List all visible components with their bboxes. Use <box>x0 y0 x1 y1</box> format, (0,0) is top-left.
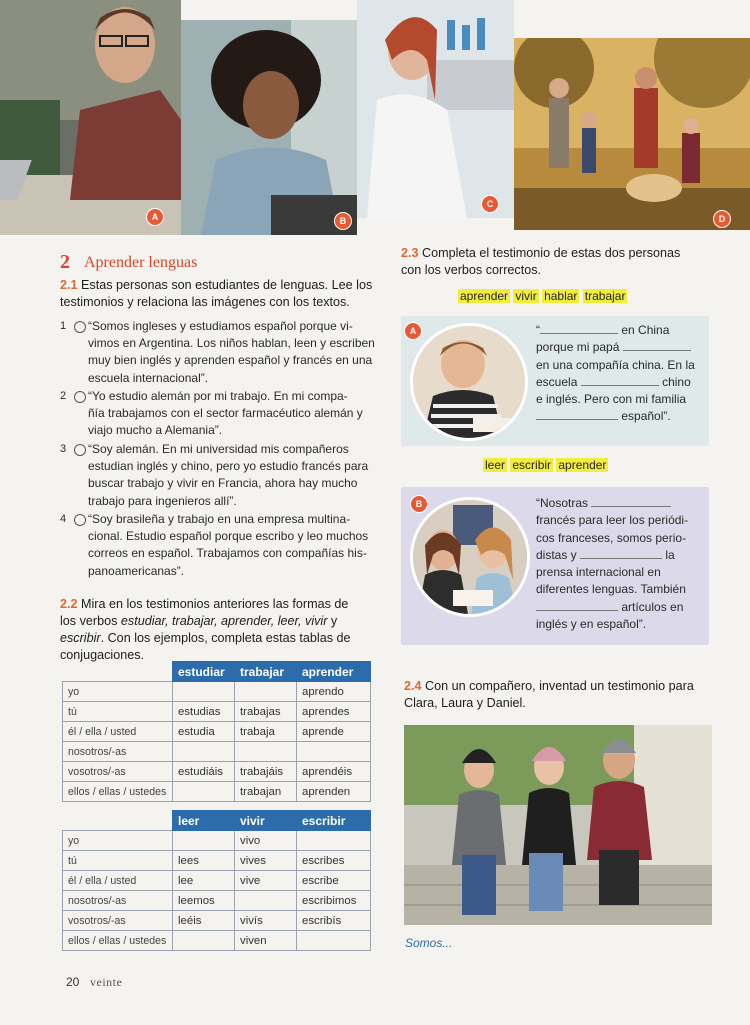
photo-three-friends-stairs <box>404 725 712 925</box>
table1-header: estudiar <box>173 662 235 682</box>
pronoun-label: él / ella / usted <box>63 722 173 742</box>
ex21-item-line: “Somos ingleses y estudiamos español porque vi- <box>88 319 353 333</box>
box-b-text: francés para leer los periódi- <box>536 513 689 528</box>
table-row <box>63 931 371 951</box>
ex22-line2-verbs: estudiar, trabajar, aprender, leer, vivir <box>120 614 328 628</box>
conjugation-cell[interactable] <box>173 931 235 951</box>
table-row <box>63 851 371 871</box>
ex21-item-3 <box>60 441 378 510</box>
conjugation-cell[interactable] <box>173 831 235 851</box>
box-b-badge: B <box>410 495 428 513</box>
conjugation-cell[interactable]: lee <box>173 871 235 891</box>
conjugation-cell[interactable]: aprendéis <box>297 762 371 782</box>
table2-header: escribir <box>297 811 371 831</box>
ex21-item-line: ñía trabajamos con el sector farmacéutico alemán y <box>88 406 363 421</box>
table2-header: leer <box>173 811 235 831</box>
ex21-item-line: estudian inglés y chino, pero yo estudio francés para <box>88 459 369 474</box>
ex21-item-line: correos en español. Trabajamos con compañías his- <box>88 546 367 561</box>
answer-circle[interactable] <box>74 514 86 526</box>
photo-b-woman-laptop <box>181 20 357 235</box>
pronoun-label: él / ella / usted <box>63 871 173 891</box>
ex21-item-line: viajo mucho a Alemania”. <box>88 423 223 438</box>
ex21-instruction-line1: Estas personas son estudiantes de lenguas. Lee los <box>81 278 373 292</box>
blank-line[interactable] <box>591 496 671 507</box>
box-b-text: distas y <box>536 547 577 562</box>
ex22-line3-post: . Con los ejemplos, completa estas tablas de <box>100 631 351 645</box>
box-b-text: diferentes lenguas. También <box>536 582 686 597</box>
ex21-instruction-line2: testimonios y relaciona las imágenes con los textos. <box>60 295 350 309</box>
conjugation-cell[interactable] <box>235 742 297 762</box>
conjugation-cell[interactable] <box>173 682 235 702</box>
table1-header: aprender <box>297 662 371 682</box>
conjugation-cell[interactable] <box>173 742 235 762</box>
photo-d-badge: D <box>713 210 731 228</box>
ex22-line1: Mira en los testimonios anteriores las formas de <box>81 597 349 611</box>
word-bank-word: aprender <box>460 289 509 303</box>
table-row <box>63 762 371 782</box>
photo-boy-reading <box>410 323 528 441</box>
table1-header: trabajar <box>235 662 297 682</box>
conjugation-cell[interactable]: lees <box>173 851 235 871</box>
blank-line[interactable] <box>536 600 618 611</box>
box-b-text: cos franceses, somos perio- <box>536 530 687 545</box>
ex21-item-1 <box>60 318 378 387</box>
ex23-instruction <box>401 245 721 279</box>
conjugation-cell[interactable]: trabajáis <box>235 762 297 782</box>
ex21-item-number: 4 <box>60 513 67 525</box>
conjugation-cell[interactable]: escribes <box>297 851 371 871</box>
answer-circle[interactable] <box>74 444 86 456</box>
table-row <box>63 742 371 762</box>
photo-c-badge: C <box>481 195 499 213</box>
box-a-text: en China <box>621 323 670 337</box>
ex24-line2: Clara, Laura y Daniel. <box>404 696 526 710</box>
box-a-text: escuela <box>536 374 578 389</box>
photo-c-lab-scientist <box>357 0 514 218</box>
section-title: Aprender lenguas <box>84 254 198 271</box>
table-row <box>63 871 371 891</box>
conjugation-cell[interactable] <box>235 891 297 911</box>
ex22-line4: conjugaciones. <box>60 648 145 662</box>
word-bank-word: hablar <box>544 289 578 303</box>
ex22-line2-pre: los verbos <box>60 614 121 628</box>
box-a-text: e inglés. Pero con mi familia <box>536 392 687 407</box>
conjugation-cell[interactable]: viven <box>235 931 297 951</box>
ex23-line1: Completa el testimonio de estas dos personas <box>422 246 681 260</box>
ex21-item-line: buscar trabajo y vivir en Francia, ahora hay mucho <box>88 476 358 491</box>
conjugation-cell[interactable]: escribís <box>297 911 371 931</box>
answer-circle[interactable] <box>74 321 86 333</box>
conjugation-cell[interactable] <box>173 782 235 802</box>
photo-d-family-walk <box>514 38 750 230</box>
word-bank-b <box>483 458 608 472</box>
word-bank-word: leer <box>485 458 506 472</box>
conjugation-cell[interactable]: vivís <box>235 911 297 931</box>
conjugation-cell[interactable] <box>297 831 371 851</box>
box-b-text: artículos en <box>621 599 684 614</box>
ex23-number: 2.3 <box>401 246 419 260</box>
box-a-text: porque mi papá <box>536 340 620 355</box>
conjugation-cell[interactable]: trabajas <box>235 702 297 722</box>
testimony-a-text <box>536 322 706 426</box>
ex21-item-number: 2 <box>60 390 67 402</box>
ex21-item-line: “Soy brasileña y trabajo en una empresa multina- <box>88 512 351 526</box>
box-a-text: “ <box>536 323 540 337</box>
blank-line[interactable] <box>581 375 659 386</box>
table-row <box>63 911 371 931</box>
pronoun-label: yo <box>63 831 173 851</box>
word-bank-word: trabajar <box>584 289 626 303</box>
conjugation-cell[interactable]: aprende <box>297 722 371 742</box>
conjugation-cell[interactable]: vive <box>235 871 297 891</box>
table-row <box>63 682 371 702</box>
ex21-item-number: 3 <box>60 443 67 455</box>
conjugation-table-2 <box>62 810 371 951</box>
ex21-item-line: “Yo estudio alemán por mi trabajo. En mi compa- <box>88 389 348 403</box>
conjugation-cell[interactable] <box>297 931 371 951</box>
word-bank-word: aprender <box>558 458 607 472</box>
table-row <box>63 831 371 851</box>
section-number: 2 <box>60 251 70 273</box>
ex21-item-line: panoamericanas”. <box>88 563 185 578</box>
conjugation-cell[interactable]: vivo <box>235 831 297 851</box>
pronoun-label: nosotros/-as <box>63 742 173 762</box>
pronoun-label: vosotros/-as <box>63 911 173 931</box>
answer-circle[interactable] <box>74 391 86 403</box>
word-bank-a <box>458 289 627 303</box>
conjugation-cell[interactable]: vives <box>235 851 297 871</box>
ex24-prompt: Somos... <box>405 936 453 950</box>
ex21-item-line: muy bien inglés y aprenden español y francés en una <box>88 353 373 368</box>
conjugation-cell[interactable]: leemos <box>173 891 235 911</box>
conjugation-cell[interactable]: aprenden <box>297 782 371 802</box>
pronoun-label: ellos / ellas / ustedes <box>63 931 173 951</box>
ex22-line2-post: y <box>327 614 338 628</box>
ex21-item-line: trabajo para ingenieros allí”. <box>88 493 237 508</box>
box-b-text: inglés y en español”. <box>536 617 647 632</box>
photo-a-man-writing <box>0 0 181 235</box>
conjugation-cell[interactable]: trabaja <box>235 722 297 742</box>
box-a-text: chino <box>662 374 691 389</box>
conjugation-cell[interactable]: leéis <box>173 911 235 931</box>
page-number: 20 <box>66 975 80 989</box>
conjugation-cell[interactable]: aprendes <box>297 702 371 722</box>
pronoun-label: yo <box>63 682 173 702</box>
table-row <box>63 702 371 722</box>
conjugation-cell[interactable] <box>297 742 371 762</box>
pronoun-label: tú <box>63 851 173 871</box>
word-bank-word: vivir <box>515 289 537 303</box>
ex24-line1: Con un compañero, inventad un testimonio para <box>425 679 694 693</box>
ex21-item-4 <box>60 511 378 580</box>
box-a-text: en una compañía china. En la <box>536 357 695 372</box>
ex21-item-number: 1 <box>60 320 67 332</box>
box-b-text: “Nosotras <box>536 496 589 510</box>
photo-a-badge: A <box>146 208 164 226</box>
box-b-text: prensa internacional en <box>536 565 661 580</box>
ex23-line2: con los verbos correctos. <box>401 263 541 277</box>
table2-header: vivir <box>235 811 297 831</box>
ex24-instruction <box>404 678 724 712</box>
ex21-item-line: vimos en Argentina. Los niños hablan, leen y escriben <box>88 336 375 351</box>
blank-line[interactable] <box>580 548 662 559</box>
ex24-number: 2.4 <box>404 679 422 693</box>
pronoun-label: ellos / ellas / ustedes <box>63 782 173 802</box>
pronoun-label: tú <box>63 702 173 722</box>
box-a-badge: A <box>404 322 422 340</box>
conjugation-cell[interactable]: escribe <box>297 871 371 891</box>
photo-b-badge: B <box>334 212 352 230</box>
conjugation-cell[interactable]: estudias <box>173 702 235 722</box>
conjugation-cell[interactable]: escribimos <box>297 891 371 911</box>
ex22-line3-verb: escribir <box>60 631 101 645</box>
conjugation-table-1 <box>62 661 371 802</box>
ex21-item-line: cional. Estudio español porque escribo y leo muchos <box>88 529 369 544</box>
testimony-b-text <box>536 495 706 633</box>
box-b-text: la <box>665 547 675 562</box>
ex21-item-line: escuela internacional”. <box>88 370 209 385</box>
table-row <box>63 722 371 742</box>
ex21-instruction <box>60 277 380 311</box>
box-a-text: español”. <box>621 409 671 424</box>
ex21-item-line: “Soy alemán. En mi universidad mis compañeros <box>88 442 349 456</box>
conjugation-cell[interactable] <box>235 682 297 702</box>
photo-two-girls-reading <box>410 497 530 617</box>
conjugation-cell[interactable]: estudia <box>173 722 235 742</box>
word-bank-word: escribir <box>512 458 552 472</box>
pronoun-label: vosotros/-as <box>63 762 173 782</box>
ex22-instruction <box>60 596 382 664</box>
ex21-item-2 <box>60 388 378 440</box>
blank-line[interactable] <box>540 323 618 334</box>
conjugation-cell[interactable]: aprendo <box>297 682 371 702</box>
blank-line[interactable] <box>623 340 691 351</box>
pronoun-label: nosotros/-as <box>63 891 173 911</box>
table-row <box>63 782 371 802</box>
page-number-word: veinte <box>90 975 123 989</box>
conjugation-cell[interactable]: trabajan <box>235 782 297 802</box>
ex22-number: 2.2 <box>60 597 78 611</box>
conjugation-cell[interactable]: estudiáis <box>173 762 235 782</box>
blank-line[interactable] <box>536 409 618 420</box>
table-row <box>63 891 371 911</box>
ex21-number: 2.1 <box>60 278 78 292</box>
